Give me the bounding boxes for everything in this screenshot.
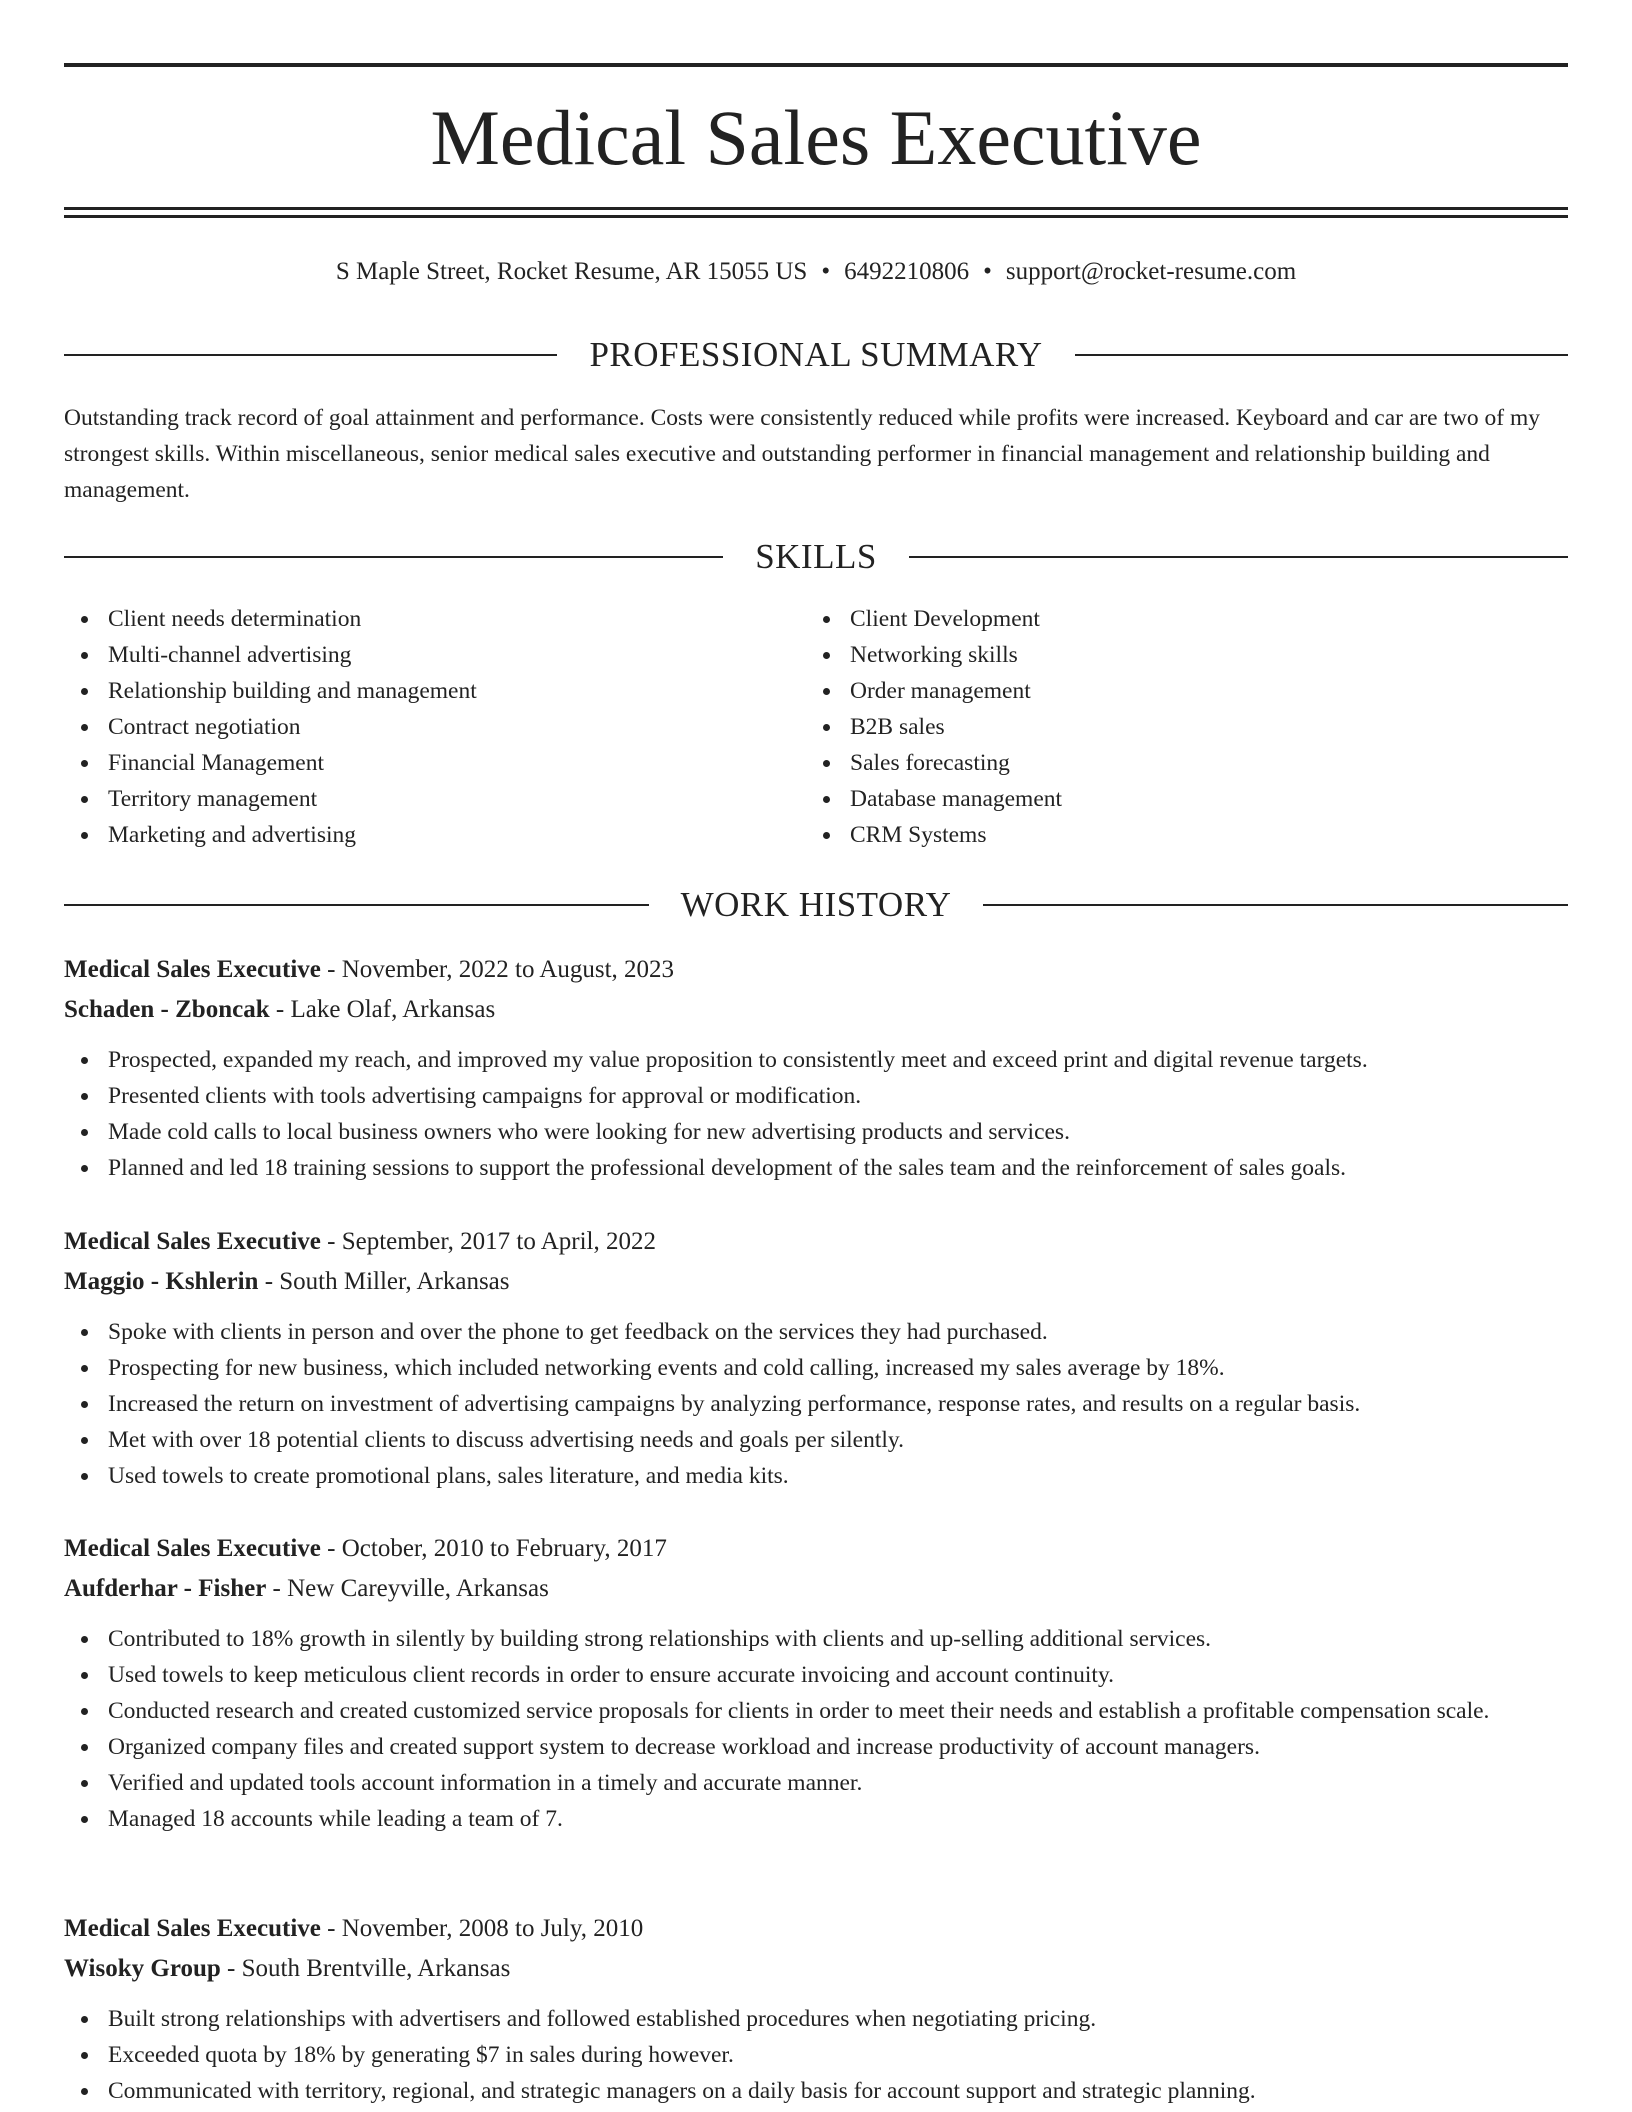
- skill-item: Financial Management: [64, 745, 806, 781]
- work-heading: [64, 885, 1568, 925]
- job-entry: [64, 1222, 1568, 1494]
- skill-item: Order management: [806, 673, 1548, 709]
- job-title: Medical Sales Executive: [64, 1535, 321, 1562]
- job-bullet: Exceeded quota by 18% by generating $7 in sales during however.: [64, 2037, 1568, 2073]
- job-location: - South Brentville, Arkansas: [220, 1955, 511, 1982]
- job-company-line: [64, 1949, 1568, 1989]
- job-location: - New Careyville, Arkansas: [266, 1575, 549, 1602]
- job-bullets: [64, 1314, 1568, 1494]
- skill-item: Territory management: [64, 781, 806, 817]
- heading-rule-left: [64, 354, 557, 356]
- job-bullets: [64, 1042, 1568, 1186]
- job-title-line: [64, 950, 1568, 990]
- skill-item: Networking skills: [806, 637, 1548, 673]
- contact-email[interactable]: support@rocket-resume.com: [1005, 258, 1297, 285]
- skill-item: Database management: [806, 781, 1548, 817]
- job-title-line: [64, 1529, 1568, 1569]
- skill-item: Multi-channel advertising: [64, 637, 806, 673]
- job-company: Schaden - Zboncak: [64, 996, 270, 1023]
- contact-phone[interactable]: 6492210806: [844, 258, 970, 285]
- work-heading-label: WORK HISTORY: [680, 885, 952, 924]
- contact-separator: •: [821, 258, 831, 285]
- job-dates: - November, 2022 to August, 2023: [320, 956, 675, 983]
- job-dates: - September, 2017 to April, 2022: [320, 1228, 656, 1255]
- skill-item: Client Development: [806, 601, 1548, 637]
- job-company-line: [64, 1569, 1568, 1609]
- job-bullet: Planned and led 18 training sessions to support the professional development of the sales team and the reinforcement of sales goals.: [64, 1150, 1568, 1186]
- job-bullet: Verified and updated tools account information in a timely and accurate manner.: [64, 1765, 1568, 1801]
- skill-item: Sales forecasting: [806, 745, 1548, 781]
- job-location: - Lake Olaf, Arkansas: [269, 996, 496, 1023]
- heading-rule-right: [1075, 354, 1568, 356]
- job-bullet: Used towels to create promotional plans, sales literature, and media kits.: [64, 1458, 1568, 1494]
- job-title: Medical Sales Executive: [64, 1915, 321, 1942]
- skills-heading-label: SKILLS: [755, 537, 877, 576]
- job-entry: [64, 1909, 1568, 2109]
- job-entry: [64, 950, 1568, 1186]
- job-company: Wisoky Group: [64, 1955, 221, 1982]
- job-bullets: [64, 2001, 1568, 2109]
- job-entry: [64, 1529, 1568, 1837]
- job-location: - South Miller, Arkansas: [258, 1268, 510, 1295]
- job-title-line: [64, 1222, 1568, 1262]
- heading-rule-left: [64, 556, 723, 558]
- job-bullet: Prospected, expanded my reach, and improved my value proposition to consistently meet and exceed print and digital revenue targets.: [64, 1042, 1568, 1078]
- job-dates: - November, 2008 to July, 2010: [320, 1915, 644, 1942]
- job-company-line: [64, 990, 1568, 1030]
- job-bullet: Presented clients with tools advertising campaigns for approval or modification.: [64, 1078, 1568, 1114]
- summary-heading-label: PROFESSIONAL SUMMARY: [589, 335, 1043, 374]
- job-company: Maggio - Kshlerin: [64, 1268, 259, 1295]
- job-bullet: Communicated with territory, regional, and strategic managers on a daily basis for account support and strategic planning.: [64, 2073, 1568, 2109]
- job-dates: - October, 2010 to February, 2017: [320, 1535, 667, 1562]
- job-title: Medical Sales Executive: [64, 956, 321, 983]
- job-bullet: Used towels to keep meticulous client records in order to ensure accurate invoicing and account continuity.: [64, 1657, 1568, 1693]
- summary-heading: [64, 335, 1568, 375]
- skills-heading: [64, 537, 1568, 577]
- heading-rule-left: [64, 904, 649, 906]
- job-title-line: [64, 1909, 1568, 1949]
- skills-column-left: [64, 601, 806, 853]
- skills-column-right: [806, 601, 1548, 853]
- summary-text: Outstanding track record of goal attainment and performance. Costs were consistently reduced while profits were increased. Keyboard and car are two of my strongest skills. Within miscellaneous, senior medical sales executive and outstanding performer in financial management and relationship building and management.: [64, 405, 1541, 503]
- job-bullet: Conducted research and created customized service proposals for clients in order to meet their needs and establish a profitable compensation scale.: [64, 1693, 1568, 1729]
- contact-line: [64, 255, 1568, 289]
- skill-item: Contract negotiation: [64, 709, 806, 745]
- heading-rule-right: [909, 556, 1568, 558]
- job-bullets: [64, 1621, 1568, 1837]
- heading-rule-right: [983, 904, 1568, 906]
- job-bullet: Built strong relationships with advertisers and followed established procedures when negotiating pricing.: [64, 2001, 1568, 2037]
- job-bullet: Met with over 18 potential clients to discuss advertising needs and goals per silently.: [64, 1422, 1568, 1458]
- job-company-line: [64, 1262, 1568, 1302]
- resume-title: Medical Sales Executive: [430, 94, 1202, 181]
- top-rule: [64, 63, 1568, 67]
- job-bullet: Spoke with clients in person and over the phone to get feedback on the services they had purchased.: [64, 1314, 1568, 1350]
- skills-list: [64, 601, 1568, 853]
- job-title: Medical Sales Executive: [64, 1228, 321, 1255]
- skill-item: B2B sales: [806, 709, 1548, 745]
- job-bullet: Contributed to 18% growth in silently by building strong relationships with clients and up-selling additional services.: [64, 1621, 1568, 1657]
- skill-item: Marketing and advertising: [64, 817, 806, 853]
- title-rule-lower: [64, 215, 1568, 218]
- title-rule-upper: [64, 207, 1568, 210]
- job-bullet: Prospecting for new business, which included networking events and cold calling, increased my sales average by 18%.: [64, 1350, 1568, 1386]
- job-bullet: Increased the return on investment of advertising campaigns by analyzing performance, response rates, and results on a regular basis.: [64, 1386, 1568, 1422]
- skill-item: Client needs determination: [64, 601, 806, 637]
- job-bullet: Made cold calls to local business owners who were looking for new advertising products and services.: [64, 1114, 1568, 1150]
- contact-separator: •: [983, 258, 992, 285]
- skill-item: Relationship building and management: [64, 673, 806, 709]
- job-bullet: Organized company files and created support system to decrease workload and increase productivity of account managers.: [64, 1729, 1568, 1765]
- contact-address: S Maple Street, Rocket Resume, AR 15055 US: [335, 258, 808, 285]
- job-company: Aufderhar - Fisher: [64, 1575, 267, 1602]
- skill-item: CRM Systems: [806, 817, 1548, 853]
- job-bullet: Managed 18 accounts while leading a team of 7.: [64, 1801, 1568, 1837]
